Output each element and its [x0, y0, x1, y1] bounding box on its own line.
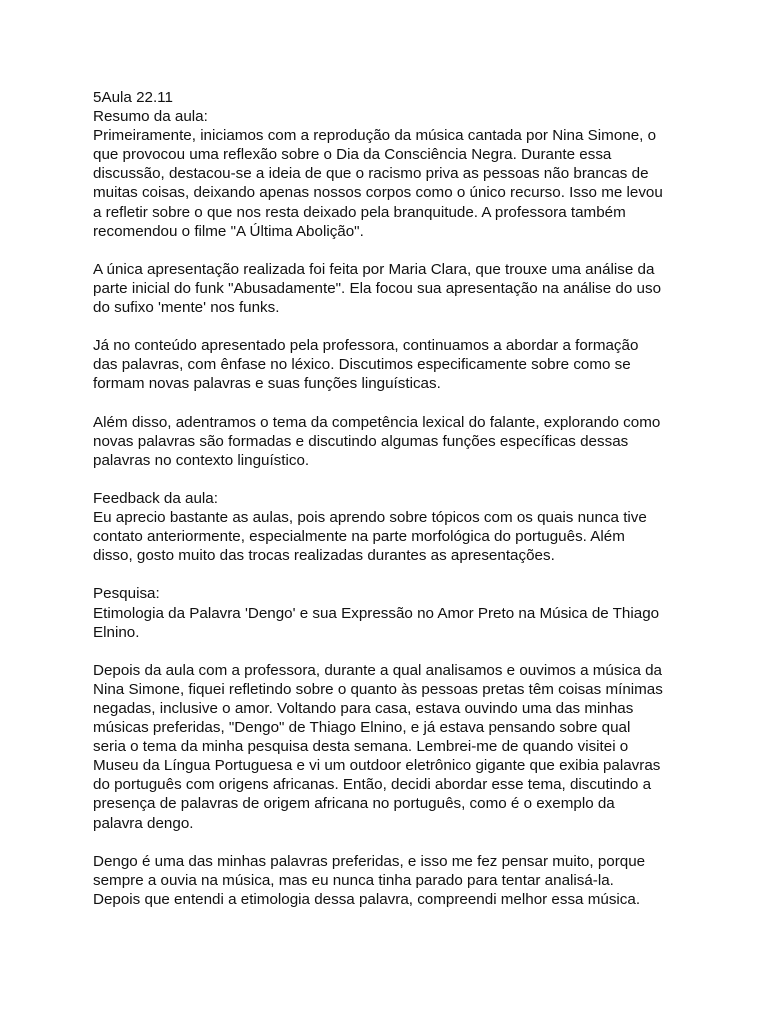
text-line: do sufixo 'mente' nos funks. — [93, 299, 280, 317]
paragraph-spacer — [93, 470, 713, 489]
document-page — [93, 88, 713, 909]
text-line: Nina Simone, fiquei refletindo sobre o quanto às pessoas pretas têm coisas mínimas — [93, 680, 663, 698]
text-line: muitas coisas, deixando apenas nossos corpos como o único recurso. Isso me levou — [93, 184, 663, 202]
paragraph — [93, 126, 713, 241]
text-line: Etimologia da Palavra 'Dengo' e sua Expressão no Amor Preto na Música de Thiago — [93, 604, 660, 622]
text-line: das palavras, com ênfase no léxico. Discutimos especificamente sobre como se — [93, 356, 631, 374]
text-line: Dengo é uma das minhas palavras preferidas, e isso me fez pensar muito, porque — [93, 852, 646, 870]
text-line: Elnino. — [93, 623, 140, 641]
text-line: Feedback da aula: — [93, 489, 218, 507]
summary-heading: Resumo da aula: — [93, 108, 208, 126]
paragraph — [93, 260, 713, 317]
text-line: a refletir sobre o que nos resta deixado pela branquitude. A professora também — [93, 203, 626, 221]
paragraph — [93, 413, 713, 470]
text-line: parte inicial do funk "Abusadamente". Ela focou sua apresentação na análise do uso — [93, 279, 662, 297]
text-line: Depois da aula com a professora, durante a qual analisamos e ouvimos a música da — [93, 661, 663, 679]
text-line: seria o tema da minha pesquisa desta semana. Lembrei-me de quando visitei o — [93, 738, 629, 756]
text-line: palavras no contexto linguístico. — [93, 451, 310, 469]
text-line: Primeiramente, iniciamos com a reprodução da música cantada por Nina Simone, o — [93, 127, 657, 145]
text-line: contato anteriormente, especialmente na parte morfológica do português. Além — [93, 528, 625, 546]
text-line: sempre a ouvia na música, mas eu nunca tinha parado para tentar analisá-la. — [93, 871, 614, 889]
paragraph-spacer — [93, 241, 713, 260]
text-line: Eu aprecio bastante as aulas, pois aprendo sobre tópicos com os quais nunca tive — [93, 509, 647, 527]
paragraph-spacer — [93, 565, 713, 584]
text-line: formam novas palavras e suas funções linguísticas. — [93, 375, 441, 393]
text-line: Já no conteúdo apresentado pela professora, continuamos a abordar a formação — [93, 337, 639, 355]
text-line: discussão, destacou-se a ideia de que o racismo priva as pessoas não brancas de — [93, 165, 649, 183]
text-line: Depois que entendi a etimologia dessa palavra, compreendi melhor essa música. — [93, 890, 641, 908]
paragraph — [93, 584, 713, 641]
text-line: músicas preferidas, "Dengo" de Thiago Elnino, e já estava pensando sobre qual — [93, 719, 631, 737]
paragraph-spacer — [93, 833, 713, 852]
text-line: do português com origens africanas. Então, decidi abordar esse tema, discutindo a — [93, 776, 652, 794]
text-line: presença de palavras de origem africana no português, como é o exemplo da — [93, 795, 615, 813]
paragraph-spacer — [93, 642, 713, 661]
paragraph — [93, 852, 713, 909]
paragraph-spacer — [93, 394, 713, 413]
text-line: negadas, inclusive o amor. Voltando para casa, estava ouvindo uma das minhas — [93, 700, 634, 717]
paragraph-spacer — [93, 317, 713, 336]
paragraph — [93, 336, 713, 393]
text-line: recomendou o filme "A Última Abolição". — [93, 222, 364, 240]
text-line: palavra dengo. — [93, 814, 194, 832]
document-title: 5Aula 22.11 — [93, 89, 173, 106]
paragraph — [93, 661, 713, 833]
text-line: Pesquisa: — [93, 585, 160, 603]
text-line: Além disso, adentramos o tema da competência lexical do falante, explorando como — [93, 413, 661, 431]
text-line: que provocou uma reflexão sobre o Dia da Consciência Negra. Durante essa — [93, 146, 612, 164]
text-line: novas palavras são formadas e discutindo algumas funções específicas dessas — [93, 432, 629, 450]
text-line: Museu da Língua Portuguesa e vi um outdoor eletrônico gigante que exibia palavras — [93, 757, 661, 775]
document-body — [93, 126, 713, 909]
text-line: A única apresentação realizada foi feita por Maria Clara, que trouxe uma análise da — [93, 260, 655, 278]
text-line: disso, gosto muito das trocas realizadas durantes as apresentações. — [93, 547, 555, 565]
paragraph — [93, 489, 713, 565]
document-header — [93, 88, 713, 126]
